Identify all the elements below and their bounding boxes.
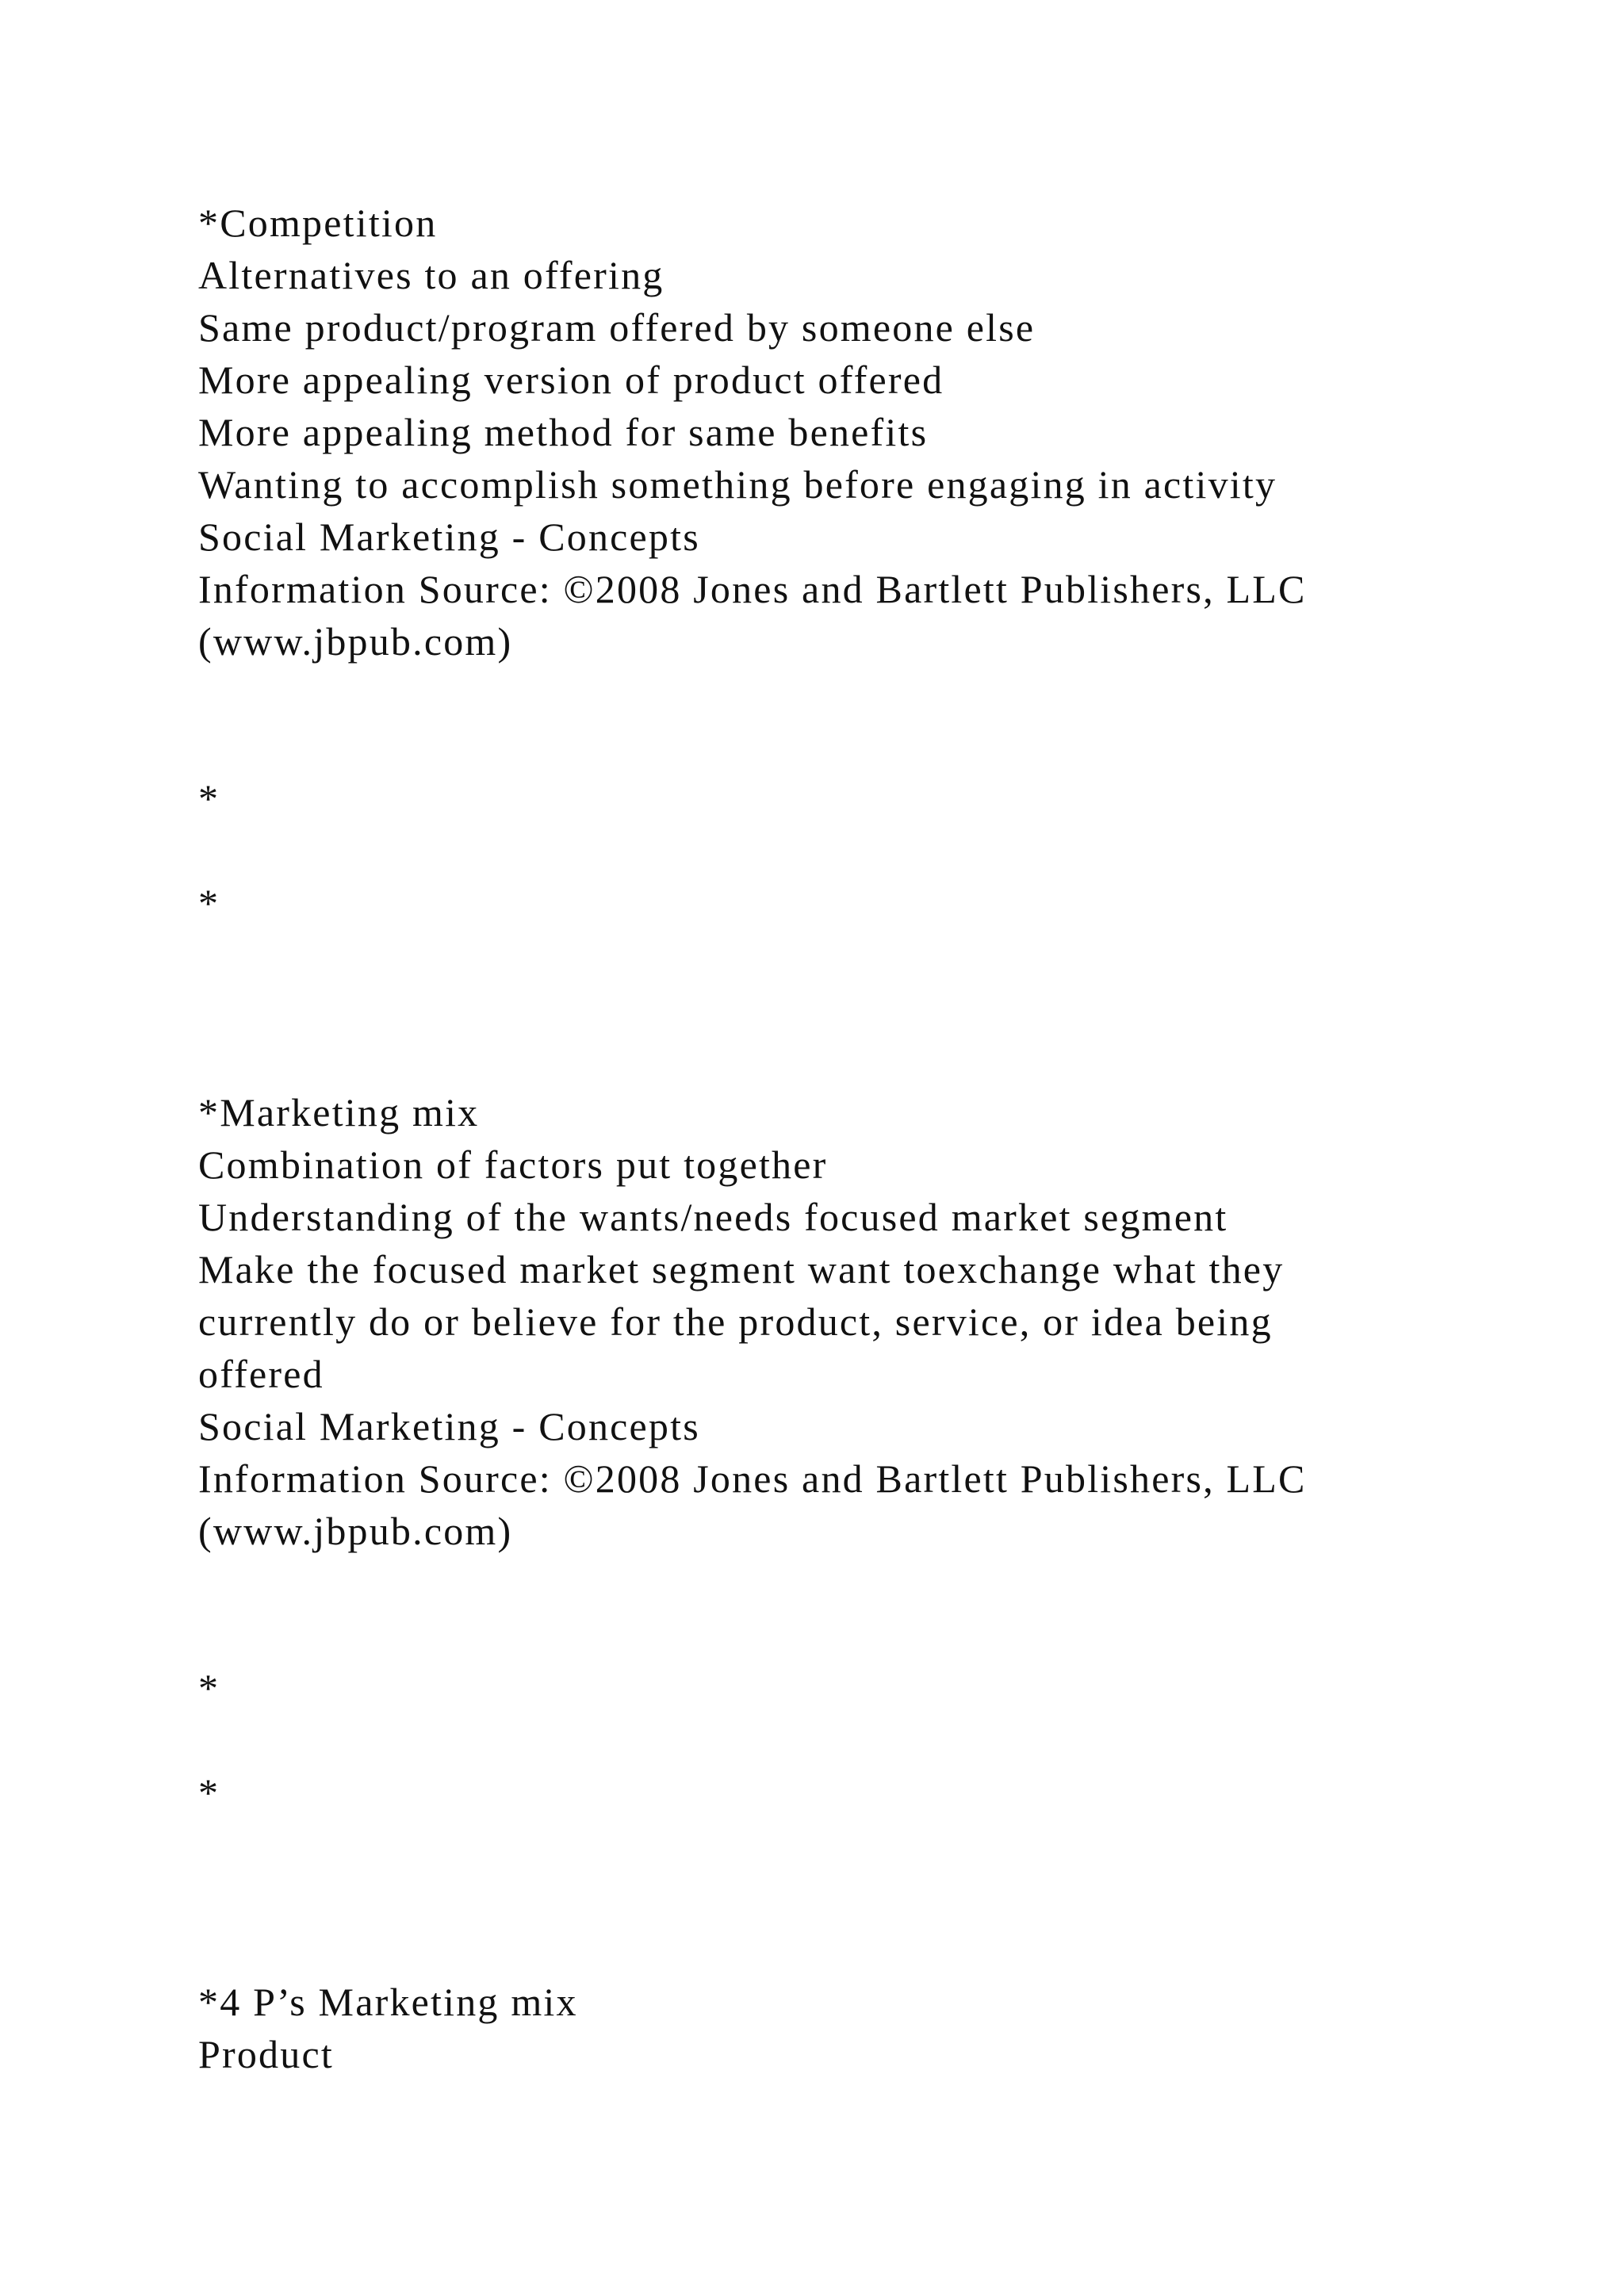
text-line: Combination of factors put together: [198, 1142, 828, 1187]
separator-asterisk: *: [198, 776, 220, 821]
text-line: offered: [198, 1352, 324, 1396]
text-line: Understanding of the wants/needs focused market segment: [198, 1195, 1228, 1239]
section-title-4ps-marketing-mix: *4 P’s Marketing mix: [198, 1980, 578, 2024]
text-line: More appealing method for same benefits: [198, 410, 929, 454]
text-line: Alternatives to an offering: [198, 253, 665, 297]
text-line: Make the focused market segment want toexchange what they: [198, 1247, 1285, 1292]
separator-asterisk: *: [198, 881, 220, 925]
separator-asterisk: *: [198, 1666, 220, 1710]
section-title-marketing-mix: *Marketing mix: [198, 1090, 480, 1135]
source-line: Information Source: ©2008 Jones and Bartlett Publishers, LLC: [198, 567, 1307, 611]
section-title-competition: *Competition: [198, 201, 438, 245]
text-line: currently do or believe for the product, service, or idea being: [198, 1299, 1273, 1344]
text-line: Social Marketing - Concepts: [198, 1404, 700, 1448]
source-url: (www.jbpub.com): [198, 1509, 513, 1553]
separator-asterisk: *: [198, 1770, 220, 1815]
source-url: (www.jbpub.com): [198, 619, 513, 664]
text-line: Product: [198, 2032, 334, 2076]
text-line: Same product/program offered by someone else: [198, 305, 1036, 350]
text-line: Social Marketing - Concepts: [198, 515, 700, 559]
text-line: Wanting to accomplish something before engaging in activity: [198, 462, 1277, 507]
source-line: Information Source: ©2008 Jones and Bartlett Publishers, LLC: [198, 1456, 1307, 1501]
text-line: More appealing version of product offered: [198, 358, 944, 402]
